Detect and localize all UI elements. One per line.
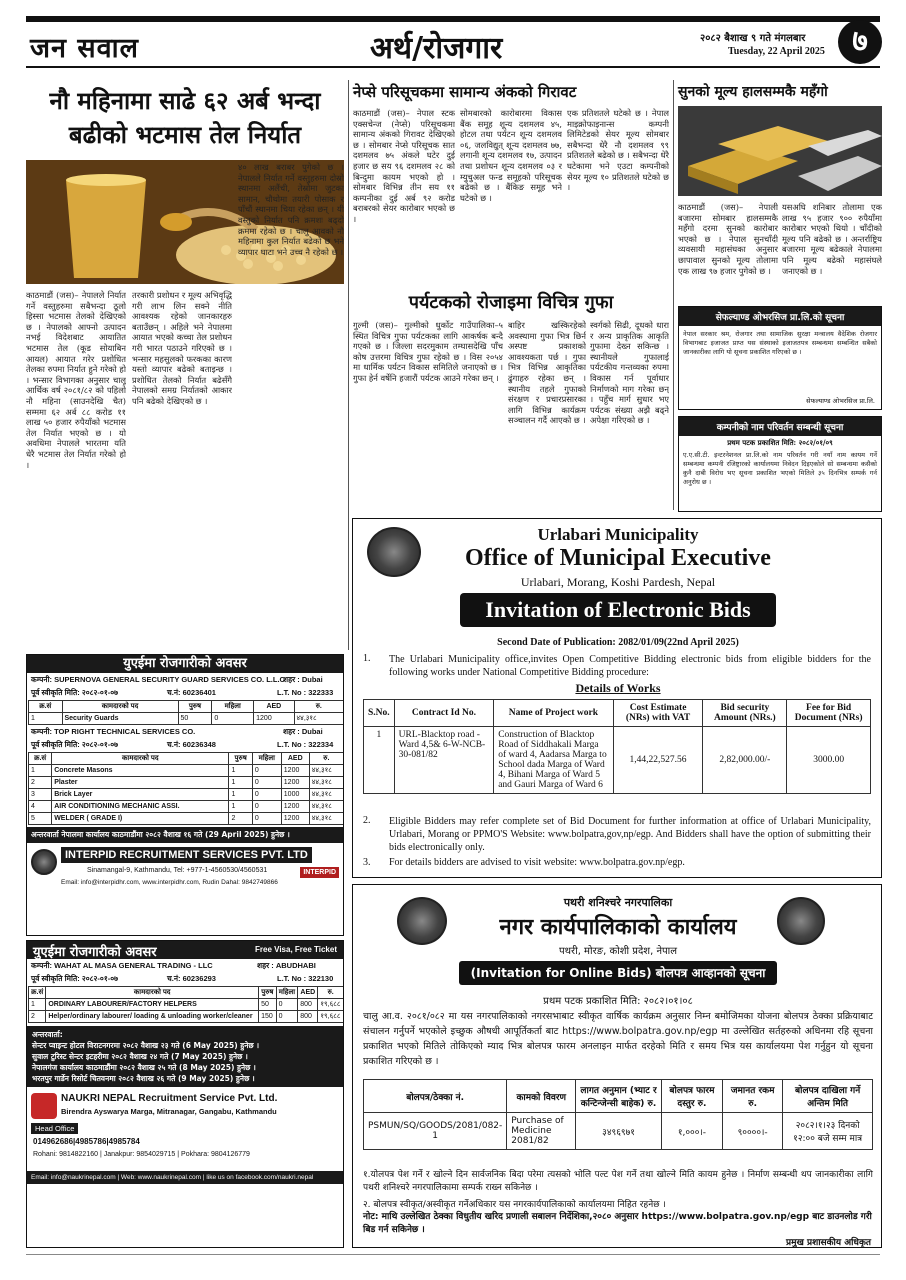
cell: 0 [252, 789, 281, 801]
notice2-body: ए.ए.सी.टी. इन्टरनेशनल प्रा.लि.को नाम परिवर्तन गरी नयाँ नाम कायम गर्ने सम्बन्धमा कम्पनी रजिष्ट्रारको कार्यालयमा निवेदन दिइएकोले सो सम्बन्धमा कसैको कुनै दाबी विरोध भए सूचना प्रकाशित भएको मितिले ३५ दिनभित्र सम्पर्क गर्न अनुरोध छ । [683, 451, 877, 486]
notice1-sign: सेफल्याण्ड ओभरसिज प्रा.लि. [806, 397, 875, 405]
col-fee: Fee for Bid Document (NRs) [787, 700, 871, 727]
date-english: Tuesday, 22 April 2025 [728, 46, 825, 57]
col-estimate: लागत अनुमान (भ्याट र कन्टिन्जेन्सी बाहेक) रु. [576, 1080, 662, 1113]
cell: 1 [229, 789, 252, 801]
cell: 0 [252, 765, 281, 777]
urlabari-item2: Eligible Bidders may refer complete set of Bid Document for further information at office of Urlabari Municipality, Urlabari, Morang or PPMO'S Website: www.bolpatra,gov,np/egp. And Bidders shall have the option of submitting their bids electronically only. [389, 816, 871, 853]
naukri-footer: Email: info@naukrinepal.com | Web: www.naukrinepal.com | like us on facebook.com/naukri.nepal [27, 1171, 343, 1184]
interpid-emblem-icon [31, 849, 57, 875]
cell: ४४,३१८ [309, 789, 343, 801]
cell: Purchase of Medicine 2081/82 [507, 1113, 576, 1150]
cell: 1 [229, 777, 252, 789]
col-security: Bid security Amount (NRs.) [703, 700, 787, 727]
cell: 150 [259, 1011, 277, 1023]
page-number: ७ [838, 20, 882, 64]
cell: 50 [259, 999, 277, 1011]
hdr: क्र.सं [29, 753, 52, 765]
cell: Security Guards [62, 713, 178, 725]
recruit2-company: कम्पनी: WAHAT AL MASA GENERAL TRADING - LLC [31, 961, 213, 970]
urlabari-item1-num: 1. [363, 653, 371, 664]
interview-line: भरतपुर गार्डेन रिसोर्ट चितवनमा २०८२ वैशाख २६ गते (9 May 2025) हुनेछ । [32, 1074, 255, 1083]
article1-headline: नौ महिनामा साढे ६२ अर्ब भन्दा बढीको भटमास तेल निर्यात [49, 87, 321, 149]
recruit2-interviews [27, 1026, 343, 1087]
cell: Helper/ordinary labourer/ loading & unloading worker/cleaner [46, 1011, 259, 1023]
recruit1-c2-city: शहर : Dubai [283, 727, 323, 736]
hdr: क्र.सं [29, 987, 46, 999]
cell: 800 [298, 999, 318, 1011]
table-row [29, 1011, 344, 1023]
cell: 800 [298, 1011, 318, 1023]
naukri-head-office: Head Office [31, 1123, 78, 1134]
cell: Brick Layer [52, 789, 229, 801]
notice2-subtitle: प्रथम पटक प्रकाशित मिति: २०८२/०१/०९ [727, 438, 833, 447]
interview-line: सेन्टर प्वाइन्ट होटल विराटनगरमा २०८२ वैशाख २३ गते (6 May 2025) हुनेछ । [32, 1041, 260, 1050]
cell: URL-Blacktop road - Ward 4,5& 6-W-NCB-30-081/82 [394, 727, 494, 794]
cell: ४४,३१८ [309, 801, 343, 813]
article4-headline: सुनको मूल्य हालसम्मकै महँगो [678, 84, 828, 100]
recruit2-table [28, 986, 344, 1023]
pathari-bid-table [363, 1079, 873, 1150]
col-form-fee: बोलपत्र फारम दस्तुर रु. [661, 1080, 722, 1113]
cell: 50 [178, 713, 212, 725]
urlabari-details-title: Details of Works [575, 681, 661, 695]
cell: ४४,३१८ [309, 813, 343, 825]
cell: ४४,३१८ [309, 765, 343, 777]
recruit1-c2-chno: च.नं: 60236348 [167, 740, 216, 749]
cell: 0 [252, 777, 281, 789]
name-change-notice [678, 416, 882, 512]
urlabari-name: Urlabari Municipality [537, 525, 699, 544]
cell: 1 [364, 727, 395, 794]
recruit2-chno: च.नं: 60236293 [167, 974, 216, 983]
cell: ३४९६९७१ [576, 1113, 662, 1150]
cell: 1,44,22,527.56 [613, 727, 703, 794]
article1-col3: ४० लाख बराबर पुगेको छ । नेपालले निर्यात गर्ने वस्तुहरुमा दोस्रो स्थानमा अलैंची, तेस्रोमा जुटका सामान, चौथोमा तयारी पोसाक र पाँचौं स्थानमा चिया रहेका छन् । यी वस्तुको निर्यात पनि क्रमशः बढ्दो क्रममा रहेको छ । चालु आवको नौ महिनामा कुल निर्यात बढेको छ भने व्यापार घाटा भने उच्च नै रहेको छ । [238, 162, 344, 257]
recruit2-city: शहर : ABUDHABI [257, 961, 316, 970]
table-row [29, 765, 344, 777]
recruit1-c1-chno: च.नं: 60236401 [167, 688, 216, 697]
hdr: पुरुष [229, 753, 252, 765]
cell: ORDINARY LABOURER/FACTORY HELPERS [46, 999, 259, 1011]
interpid-address: Sinamangal-9, Kathmandu, Tel: +977-1-4560530/4560531 [87, 867, 268, 874]
hdr: कामदारको पद [46, 987, 259, 999]
cell: 0 [276, 1011, 298, 1023]
hdr: रु. [318, 987, 344, 999]
recruit1-c1-city: शहर : Dubai [283, 675, 323, 684]
cell: 2,82,000.00/- [703, 727, 787, 794]
cell: 1200 [254, 713, 294, 725]
masthead-top-rule [26, 16, 880, 22]
recruit1-c1-date: पूर्व स्वीकृति मिति: २०८२-०१-०७ [31, 688, 119, 697]
recruit1-c1-table [28, 700, 344, 725]
interpid-logo: INTERPID [300, 867, 339, 878]
safeland-notice [678, 306, 882, 410]
cell: ४४,३१८ [294, 713, 343, 725]
pathari-note3: नोट: माथि उल्लेखित ठेक्का विधुतीय खरिद प्रणाली सबालन निर्देशिका,२०८० अनुसार https://www.bolpatra.gov.np/egp बाट डाउनलोड गरी बिड गर्न सकिनेछ । [363, 1212, 872, 1235]
cell: १९,६८८ [318, 1011, 344, 1023]
interpid-contact: Email: info@interpidhr.com, www.interpidhr.com, Rudin Dahal: 9842749866 [61, 879, 278, 886]
hdr: महिला [212, 701, 254, 713]
hdr: क्र.सं [29, 701, 63, 713]
cell: 2 [29, 1011, 46, 1023]
recruit2-lt: L.T. No : 322130 [277, 974, 334, 983]
urlabari-address: Urlabari, Morang, Koshi Pardesh, Nepal [520, 575, 716, 589]
naukri-phone: 014962686|4985786|4985784 [33, 1137, 140, 1146]
recruit2-date: पूर्व स्वीकृति मिति: २०८२-०१-०७ [31, 974, 119, 983]
naukri-logo-icon [31, 1093, 57, 1119]
hdr: रु. [309, 753, 343, 765]
cell: WELDER ( GRADE I) [52, 813, 229, 825]
article2-col2: सोमबारको कारोबारमा विकास बैंक समूह शून्य दशमलव ४५, होटल तथा पर्यटन शून्य दशमलव ०६, जलविद्युत् शून्य दशमलव ७७, लगानी शून्य दशमलव १७, उत्पादन तथा प्रशोधन शून्य दशमलव ०३ र म्युचुअल फन्ड समूहको परिसूचक बढेको छ । बैंकिङ समूह भने घटेको छ । [460, 108, 562, 203]
cell: 1200 [281, 813, 309, 825]
notice1-body: नेपाल सरकार श्रम, रोजगार तथा सामाजिक सुरक्षा मन्त्रालय वैदेशिक रोजगार विभागबाट इजाजत प्राप्त यस संस्थाको इजाजतपत्र सम्बन्धमा सम्बन्धित सबैको जानकारीका लागि यो सूचना प्रकाशित गरिएको छ । [683, 330, 877, 356]
recruit1-c2-table [28, 752, 344, 825]
urlabari-banner: Invitation of Electronic Bids [460, 593, 776, 627]
cell: 1200 [281, 801, 309, 813]
article1-col2: तरकारी प्रशोधन र मूल्य अभिवृद्धि गरी लाभ लिन सक्ने नीति आवश्यक रहेको जानकारहरु बताउँछन् । अहिले भने नेपालमा आयात भएको कच्चा तेल प्रशोधन गरी भारत पठाउने गरिएको छ । भन्सार महसुलको फरकका कारण यस्तो व्यापार बढेको बताइन्छ । प्रशोधित तेलको निर्यात बढेसँगै नेपालको समग्र निर्यातको आकार पनि बढेको देखिएको छ । [132, 290, 232, 406]
hdr: पुरुष [259, 987, 277, 999]
cell: ४४,३१८ [309, 777, 343, 789]
section-title: अर्थ/रोजगार [370, 31, 503, 66]
pathari-office: नगर कार्यपालिकाको कार्यालय [499, 915, 737, 940]
recruit1-c2-company: कम्पनी: TOP RIGHT TECHNICAL SERVICES CO. [31, 727, 196, 736]
pathari-pub: प्रथम पटक प्रकाशित मिति: २०८२।०१।०८ [543, 996, 693, 1007]
hdr: AED [254, 701, 294, 713]
pathari-municipality: पथरी शनिश्चरे नगरपालिका [563, 896, 673, 909]
recruit2-title: युएईमा रोजगारीको अवसर [33, 945, 157, 960]
cell: AIR CONDITIONING MECHANIC ASSI. [52, 801, 229, 813]
hdr: रु. [294, 701, 343, 713]
table-row [29, 999, 344, 1011]
cell: 0 [252, 813, 281, 825]
cell: 3 [29, 789, 52, 801]
cell: 1 [229, 765, 252, 777]
cell: 2 [229, 813, 252, 825]
pathari-bid-notice [352, 884, 882, 1248]
urlabari-works-table [363, 699, 871, 794]
col-desc: कामको विवरण [507, 1080, 576, 1113]
recruit1-c2-date: पूर्व स्वीकृति मिति: २०८२-०१-०७ [31, 740, 119, 749]
cell: PSMUN/SQ/GOODS/2081/082-1 [364, 1113, 507, 1150]
cell: Plaster [52, 777, 229, 789]
cell: 1 [29, 999, 46, 1011]
table-row [29, 813, 344, 825]
hdr: कामदारको पद [52, 753, 229, 765]
article3-col3: स्वर्गको सिढी, दूधको धारा र अन्य प्राकृतिक आकृति गुफामा देख्न सकिन्छ । स्थानीयले गुफालाई पर्यटकीय गन्तव्यका रुपमा विकास गर्न पूर्वाधार निर्माणको माग गरेका छन् । पहुँच मार्ग सुधार भए पर्यटक संख्या अझै बढ्ने अपेक्षा गरिएको छ । [590, 320, 669, 426]
cell: १९,६८८ [318, 999, 344, 1011]
cell: 1200 [281, 765, 309, 777]
hdr: कामदारको पद [62, 701, 178, 713]
urlabari-office: Office of Municipal Executive [465, 545, 771, 571]
interview-label: अन्तरवार्ता: [32, 1030, 63, 1039]
article4-col2: यसअघि शनिबार तोलामा एक लाख ९५ हजार ९०० रुपैयाँमा कारोबार भएको थियो । चाँदीको मूल्य पनि बढेको छ । अन्तर्राष्ट्रिय बजारमा मूल्य बढेकाले नेपालमा पनि मूल्य बढेको महासंघले जनाएको छ । [782, 202, 882, 276]
pathari-para1: चालु आ.व. २०८१/०८२ मा यस नगरपालिकाको नगरसभाबाट स्वीकृत वार्षिक कार्यक्रम अनुसार निम्न बमोजिमका योजना बोलपत्र ठेक्का प्रक्रियाबाट संचालन गर्नुपर्ने भएकोले इच्छुक औषधी आपूर्तिकर्ता बाट https://www.bolpatra.gov.np/egp मा उल्लेखित सर्तहरुको अधिनमा रहि सूचना प्रकाशित भएको मितिले तोकिएको म्याद भित्र बोलपत्र फारम अनलाइन मार्फत दरहेको मिति र समय भित्र यस कार्यालयमा पेश गर्नुहुन यो सूचना प्रकाशित गरिएको छ । [363, 1011, 873, 1067]
article2-col3: एक प्रतिशतले घटेको छ । नेपाल माइक्रोफाइनान्स कम्पनी लिमिटेडको सेयर मूल्य सोमबार सबैभन्दा धेरै नौ दशमलव ९९ प्रतिशतले बढेको छ । सबैभन्दा धेरै घटेकामा भने एउटा कम्पनीको सेयर मूल्य १० प्रतिशतले घटेको छ । [567, 108, 669, 193]
article2-col1: काठमाडौं (जस)– नेपाल स्टक एक्सचेन्ज (नेप्से) परिसूचकमा सामान्य अंकको गिरावट देखिएको छ । सोमबार नेप्से परिसूचक सात दशमलव ७५ अंकले घटेर दुई हजार छ सय ९६ दशमलव २८ को बिन्दुमा कायम भएको हो । सोमबार विभिन्न तीन सय ११ कम्पनीका दुई अर्ब ९२ करोड बराबरको सेयर कारोबार भएको छ । [353, 108, 455, 224]
pathari-sign: प्रमुख प्रशासकीय अधिकृत [785, 1238, 871, 1248]
pathari-address: पथरी, मोरङ, कोशी प्रदेश, नेपाल [558, 946, 678, 957]
table-row [29, 789, 344, 801]
cell: 4 [29, 801, 52, 813]
table-row [29, 777, 344, 789]
hdr: AED [281, 753, 309, 765]
cell: २०८२।१।२३ दिनको १२:०० बजे सम्म मात्र [783, 1113, 873, 1150]
recruit1-title: युएईमा रोजगारीको अवसर [27, 655, 343, 673]
table-row [29, 713, 344, 725]
cell: 3000.00 [787, 727, 871, 794]
hdr: पुरुष [178, 701, 212, 713]
hdr: महिला [276, 987, 298, 999]
col-project: Name of Project work [494, 700, 613, 727]
urlabari-item2-num: 2. [363, 815, 371, 826]
gold-bars-image [678, 106, 882, 196]
naukri-agency-name: NAUKRI NEPAL Recruitment Service Pvt. Ltd. [61, 1093, 278, 1104]
cell: 1000 [281, 789, 309, 801]
cell: Construction of Blacktop Road of Siddhakali Marga of ward 4, Aadarsa Marga to School dada Marga of Ward 4, Bihani Marga of Ward 5 and Gauri Marga of Ward 6 [494, 727, 613, 794]
article3-col2: बाहिर खस्किरहेको अवस्थामा गुफा भित्र छिर्न अस्पष्ट प्रकाशको आवश्यकता पर्छ । गुफा भित्र विभिन्न आकृतिका ढुंगाहरु रहेका छन् । स्थानीय तहले गुफाको संरक्षण र प्रचारप्रसारका लागि विभिन्न कार्यक्रम सञ्चालन गर्दै आएको छ । [508, 320, 586, 426]
urlabari-pub-date: Second Date of Publication: 2082/01/09(22nd April 2025) [497, 637, 739, 648]
recruit1-c1-lt: L.T. No : 322333 [277, 688, 334, 697]
table-row [364, 1113, 873, 1150]
col-bid-no: बोलपत्र/ठेक्का नं. [364, 1080, 507, 1113]
cell: Concrete Masons [52, 765, 229, 777]
section-left-title: जन सवाल [30, 33, 139, 64]
article4-col1: काठमाडौं (जस)– नेपाली बजारमा सोमबार हालसम्मकै महँगो दरमा सुनको कारोबार भएको छ । नेपाल सुनचाँदी व्यवसायी महासंघका अनुसार छापावाल सुनको मूल्य तोलामा एक लाख ९७ हजार पुगेको छ । [678, 202, 778, 276]
col-sno: S.No. [364, 700, 395, 727]
article1-col1: काठमाडौं (जस)– नेपालले निर्यात गर्ने वस्तुहरुमा सबैभन्दा ठूलो हिस्सा भटमास तेलको देखिएको छ । नेपालको आफ्नो उत्पादन नभई विदेशबाट आयातित भटमास तेल (कूड सोयाबिन आयल) आयात गरेर प्रशोधित तेलका रुपमा निर्यात हुने गरेको हो । भन्सार विभागका अनुसार चालू आर्थिक वर्ष २०८१/८२ को पहिलो नौ महिना (साउनदेखि चैत) सम्ममा ६२ अर्ब ८८ करोड ११ लाख ५० हजार रुपैयाँको भटमास तेल निर्यात भएको छ । यो अवधिमा नेपालले भारतमा यति धेरै भटमास तेल निर्यात गरेको हो । [26, 290, 126, 470]
cell: 5 [29, 813, 52, 825]
recruit1-c2-lt: L.T. No : 322334 [277, 740, 334, 749]
recruit-ad-interpid [26, 654, 344, 936]
recruit-ad-naukri [26, 940, 344, 1248]
date-nepali: २०८२ बैशाख ९ गते मंगलबार [700, 33, 806, 44]
cell: 1 [29, 765, 52, 777]
urlabari-item3: For details bidders are advised to visit website: www.bolpatra.gov.np/egp. [389, 857, 685, 868]
recruit1-deadline: अन्तरवार्ता नेपालमा कार्यालय काठमाडौंमा २०८२ वैशाख १६ गते (29 April 2025) हुनेछ । [27, 827, 343, 843]
column-divider [673, 80, 674, 510]
cell: 0 [212, 713, 254, 725]
article2-headline: नेप्से परिसूचकमा सामान्य अंकको गिरावट [353, 83, 577, 101]
pathari-note2: २. बोलपत्र स्वीकृत/अस्वीकृत गर्नेअधिकार यस नगरकार्यपालिकाको कार्यालयमा निहित रहनेछ । [363, 1200, 666, 1210]
cell: ९००००।- [723, 1113, 783, 1150]
cell: 0 [276, 999, 298, 1011]
recruit2-tag: Free Visa, Free Ticket [255, 945, 337, 954]
table-row [364, 727, 871, 794]
hdr: महिला [252, 753, 281, 765]
notice2-title: कम्पनीको नाम परिवर्तन सम्बन्धी सूचना [679, 417, 881, 436]
column-divider [348, 80, 349, 650]
cell: १,०००।- [661, 1113, 722, 1150]
naukri-address: Birendra Ayswarya Marga, Mitranagar, Gangabu, Kathmandu [61, 1107, 277, 1116]
article3-headline: पर्यटकको रोजाइमा विचित्र गुफा [408, 292, 614, 313]
cell: 1 [229, 801, 252, 813]
cell: 0 [252, 801, 281, 813]
urlabari-item3-num: 3. [363, 857, 371, 868]
col-deadline: बोलपत्र दाखिला गर्ने अन्तिम मिति [783, 1080, 873, 1113]
interview-line: नेपालगंज कार्यालय काठमाडौंमा २०८२ वैशाख २५ गते (8 May 2025) हुनेछ । [32, 1063, 256, 1072]
table-row [29, 801, 344, 813]
urlabari-item1: The Urlabari Municipality office,invites Open Competitive Bidding electronic bids from eligible bidders for the following works under National Competitive Bidding procedure: [389, 654, 871, 678]
urlabari-bid-notice [352, 518, 882, 878]
recruit1-c1-company: कम्पनी: SUPERNOVA GENERAL SECURITY GUARD SERVICES CO. L.L.C [31, 675, 285, 684]
pathari-note1: १.योलपत्र पेश गर्ने र खोल्ने दिन सार्वजनिक बिदा परेमा त्यसको भोलि पल्ट पेश गर्ने तथा खोल्ने मिति कायम हुनेछ । निर्माण सम्बन्धी थप जानकारीका लागि पथरी शनिश्चरे नगरपालिकामा सम्पर्क राख्न सकिनेछ । [363, 1170, 873, 1193]
cell: 1 [29, 713, 63, 725]
naukri-branches: Rohani: 9814822160 | Janakpur: 9854029715 | Pokhara: 9804126779 [33, 1151, 250, 1158]
article3-col1: गुल्मी (जस)– गुल्मीको धुर्कोट गाउँपालिका–५ स्थित विचित्र गुफा पर्यटकका लागि आकर्षक बन्दै गएको छ । जिल्ला सदरमुकाम तम्घासदेखि पाँच कोष उत्तरमा विचित्र गुफा रहेको छ । विस २०५४ मा धार्मिक पर्यटन विकास समितिले जनाएको छ । गुफा हेर्न वर्षेनि हजारौं पर्यटक आउने गरेका छन् । [353, 320, 503, 383]
notice1-title: सेफल्याण्ड ओभरसिज प्रा.लि.को सूचना [679, 307, 881, 326]
cell: 1200 [281, 777, 309, 789]
col-cost: Cost Estimate (NRs) with VAT [613, 700, 703, 727]
masthead-bottom-rule [26, 66, 880, 68]
cell: 2 [29, 777, 52, 789]
hdr: AED [298, 987, 318, 999]
page-bottom-rule [26, 1254, 880, 1255]
col-guarantee: जमानत रकम रु. [723, 1080, 783, 1113]
interpid-agency-name: INTERPID RECRUITMENT SERVICES PVT. LTD [61, 847, 312, 863]
pathari-banner: (Invitation for Online Bids) बोलपत्र आव्हानको सूचना [459, 961, 777, 985]
interview-line: सुवाल टुरिस्ट सेन्टर इटहरीमा २०८२ वैशाख २४ गते (7 May 2025) हुनेछ । [32, 1052, 248, 1061]
col-contract-id: Contract Id No. [394, 700, 494, 727]
